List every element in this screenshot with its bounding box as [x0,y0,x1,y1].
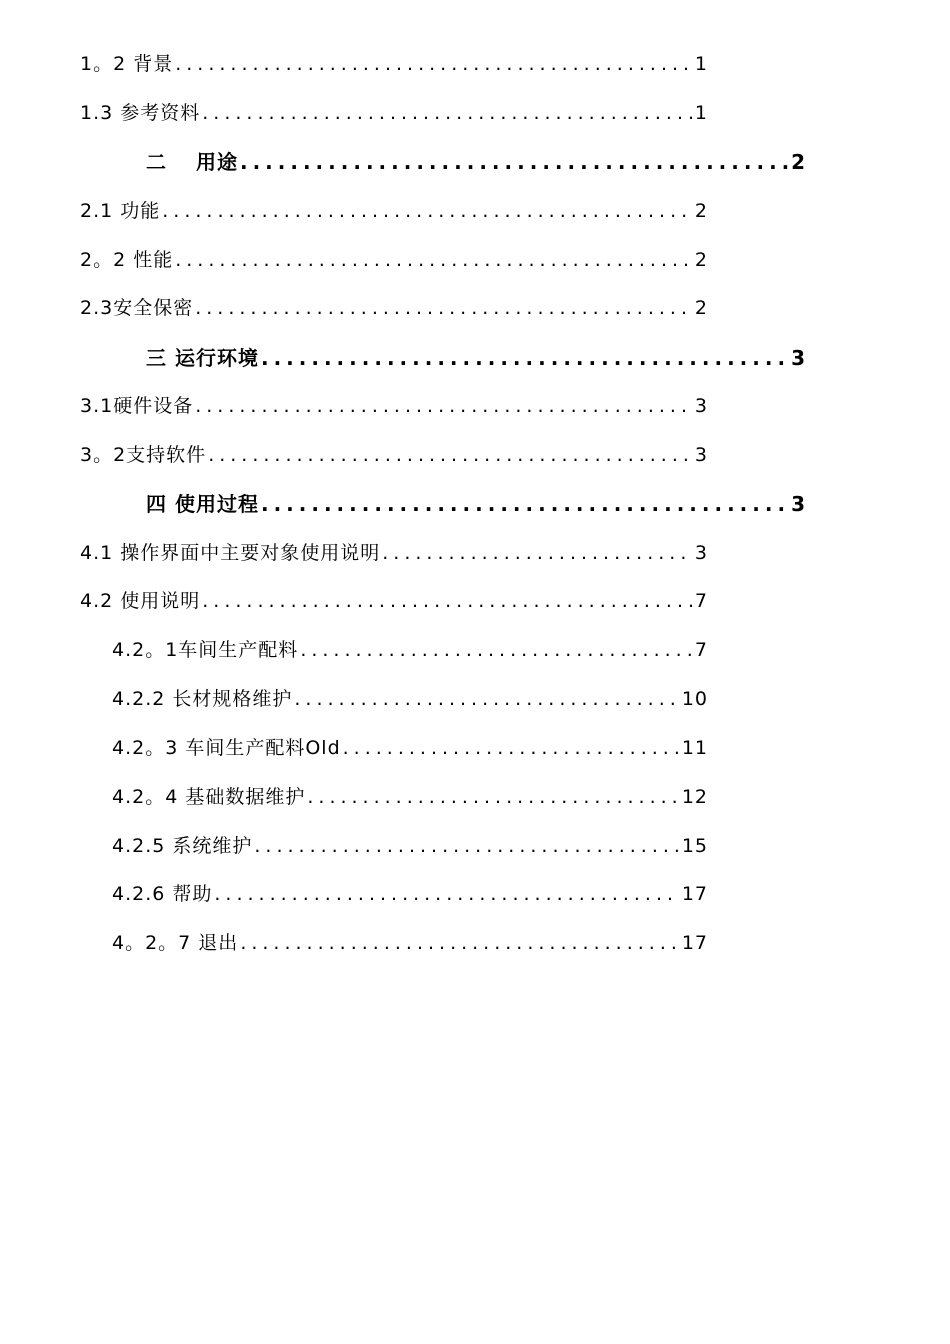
toc-entry-4-2-7[interactable] [112,928,708,956]
toc-entry-page: 10 [681,688,708,710]
toc-entry-label: 1.3 参考资料 [80,102,201,124]
dot-leader [254,835,679,857]
toc-entry-label: 2。2 性能 [80,249,174,271]
toc-entry-2-3[interactable] [80,293,708,321]
toc-entry-label: 3。2支持软件 [80,444,207,466]
toc-entry-page: 11 [681,737,708,759]
toc-entry-page: 2 [694,297,708,319]
toc-entry-label: 4.2.6 帮助 [112,883,213,905]
toc-entry-label: 二 用途 [146,150,238,174]
dot-leader [307,786,679,808]
dot-leader [175,249,693,271]
toc-entry-page: 7 [694,590,708,612]
toc-entry-page: 15 [681,835,708,857]
toc-entry-4-2-5[interactable] [112,831,708,859]
toc-entry-page: 7 [694,639,708,661]
toc-entry-page: 3 [694,542,708,564]
toc-entry-chapter-4[interactable] [146,488,806,516]
dot-leader [162,200,693,222]
toc-entry-page: 3 [694,444,708,466]
toc-entry-3-2[interactable] [80,440,708,468]
toc-entry-label: 4.2。3 车间生产配料Old [112,737,341,759]
dot-leader [294,688,679,710]
toc-entry-label: 4。2。7 退出 [112,932,239,954]
dot-leader [300,639,693,661]
toc-entry-page: 2 [694,200,708,222]
dot-leader [202,102,693,124]
toc-entry-label: 1。2 背景 [80,53,174,75]
toc-entry-page: 3 [791,346,806,370]
toc-entry-page: 17 [681,883,708,905]
toc-entry-page: 3 [694,395,708,417]
dot-leader [195,395,693,417]
dot-leader [261,346,789,370]
dot-leader [240,150,789,174]
toc-entry-page: 1 [694,53,708,75]
toc-entry-1-2[interactable] [80,49,708,77]
dot-leader [343,737,680,759]
toc-entry-chapter-2[interactable] [146,146,806,174]
toc-entry-label: 4.2.5 系统维护 [112,835,253,857]
toc-entry-label: 4.2。1车间生产配料 [112,639,299,661]
toc-entry-page: 2 [791,150,806,174]
dot-leader [175,53,693,75]
dot-leader [214,883,679,905]
dot-leader [202,590,693,612]
toc-entry-label: 三 运行环境 [146,346,259,370]
toc-entry-label: 2.1 功能 [80,200,161,222]
toc-entry-label: 4.2。4 基础数据维护 [112,786,306,808]
dot-leader [240,932,680,954]
dot-leader [382,542,693,564]
toc-entry-page: 17 [681,932,708,954]
toc-entry-2-1[interactable] [80,196,708,224]
toc-entry-page: 12 [681,786,708,808]
toc-entry-4-2-2[interactable] [112,684,708,712]
dot-leader [195,297,693,319]
toc-entry-label: 四 使用过程 [146,492,259,516]
toc-entry-page: 3 [791,492,806,516]
toc-entry-3-1[interactable] [80,391,708,419]
toc-entry-label: 4.1 操作界面中主要对象使用说明 [80,542,381,564]
toc-entry-label: 3.1硬件设备 [80,395,194,417]
dot-leader [208,444,693,466]
toc-entry-4-2-4[interactable] [112,782,708,810]
toc-entry-chapter-3[interactable] [146,342,806,370]
toc-entry-4-2-3[interactable] [112,733,708,761]
toc-entry-2-2[interactable] [80,245,708,273]
toc-entry-label: 4.2 使用说明 [80,590,201,612]
dot-leader [261,492,789,516]
toc-entry-page: 1 [694,102,708,124]
toc-entry-4-2[interactable] [80,586,708,614]
toc-entry-page: 2 [694,249,708,271]
toc-entry-label: 2.3安全保密 [80,297,194,319]
toc-entry-4-2-1[interactable] [112,635,708,663]
toc-entry-4-2-6[interactable] [112,879,708,907]
toc-entry-4-1[interactable] [80,538,708,566]
toc-entry-1-3[interactable] [80,98,708,126]
toc-entry-label: 4.2.2 长材规格维护 [112,688,293,710]
